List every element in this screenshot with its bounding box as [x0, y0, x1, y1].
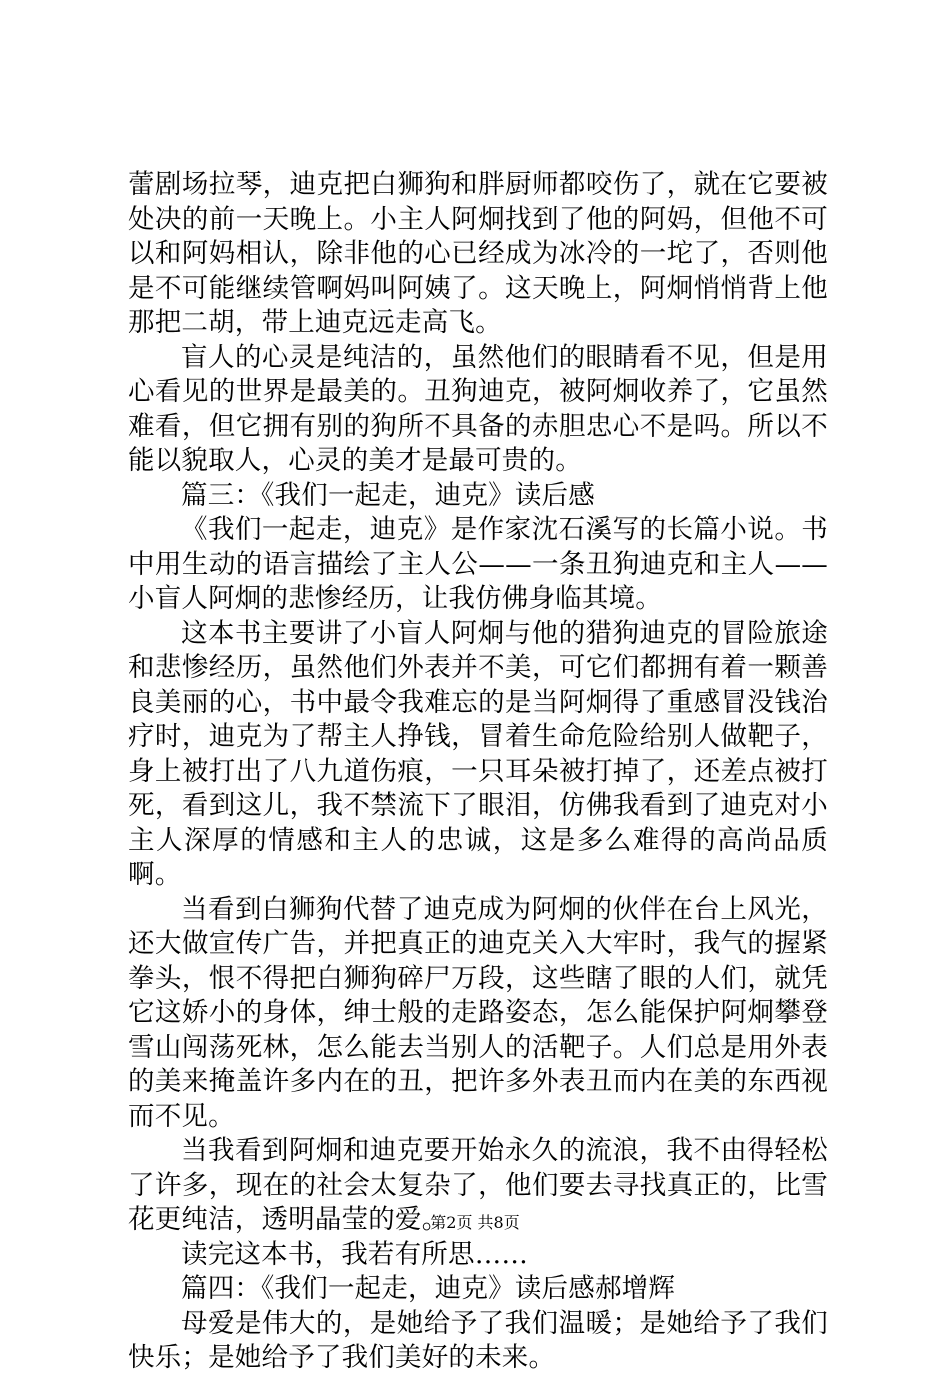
paragraph-reflection: 盲人的心灵是纯洁的，虽然他们的眼睛看不见，但是用心看见的世界是最美的。丑狗迪克，被阿炯收养了，它虽然难看，但它拥有别的狗所不具备的赤胆忠心不是吗。所以不能以貌取人，心灵的美才是最可贵的。: [128, 341, 828, 476]
paragraph-wandering: 当我看到阿炯和迪克要开始永久的流浪，我不由得轻松了许多，现在的社会太复杂了，他们要去寻找真正的，比雪花更纯洁，透明晶莹的爱。: [128, 1135, 828, 1235]
page-number-footer: 第2页 共8页: [430, 1213, 520, 1232]
section-heading-part-three: 篇三：《我们一起走，迪克》读后感: [181, 479, 595, 511]
paragraph-continuation: 蕾剧场拉琴，迪克把白狮狗和胖厨师都咬伤了，就在它要被处决的前一天晚上。小主人阿炯找到了他的阿妈，但他不可以和阿妈相认，除非他的心已经成为冰冷的一坨了，否则他是不可能继续管啊妈叫阿姨了。这天晚上，阿炯悄悄背上他那把二胡，带上迪克远走高飞。: [128, 169, 828, 338]
paragraph-white-dog: 当看到白狮狗代替了迪克成为阿炯的伙伴在台上风光，还大做宣传广告，并把真正的迪克关入大牢时，我气的握紧拳头，恨不得把白狮狗碎尸万段，这些瞎了眼的人们，就凭它这娇小的身体，绅士般的走路姿态，怎么能保护阿炯攀登雪山闯荡死林，怎么能去当别人的活靶子。人们总是用外表的美来掩盖许多内在的丑，把许多外表丑而内在美的东西视而不见。: [128, 893, 828, 1132]
paragraph-story-summary: 这本书主要讲了小盲人阿炯与他的猎狗迪克的冒险旅途和悲惨经历，虽然他们外表并不美，可它们都拥有着一颗善良美丽的心，书中最令我难忘的是当阿炯得了重感冒没钱治疗时，迪克为了帮主人挣钱，冒着生命危险给别人做靶子，身上被打出了八九道伤痕，一只耳朵被打掉了，还差点被打死，看到这儿，我不禁流下了眼泪，仿佛我看到了迪克对小主人深厚的情感和主人的忠诚，这是多么难得的高尚品质啊。: [128, 617, 828, 890]
paragraph-mother-love: 母爱是伟大的，是她给予了我们温暖；是她给予了我们快乐；是她给予了我们美好的未来。: [128, 1307, 828, 1373]
section-heading-part-four: 篇四：《我们一起走，迪克》读后感郝增辉: [181, 1273, 676, 1304]
paragraph-closing-thought: 读完这本书，我若有所思……: [181, 1238, 529, 1270]
document-body: [128, 168, 828, 1376]
paragraph-intro: 《我们一起走，迪克》是作家沈石溪写的长篇小说。书中用生动的语言描绘了主人公——一条丑狗迪克和主人——小盲人阿炯的悲惨经历，让我仿佛身临其境。: [128, 514, 828, 614]
